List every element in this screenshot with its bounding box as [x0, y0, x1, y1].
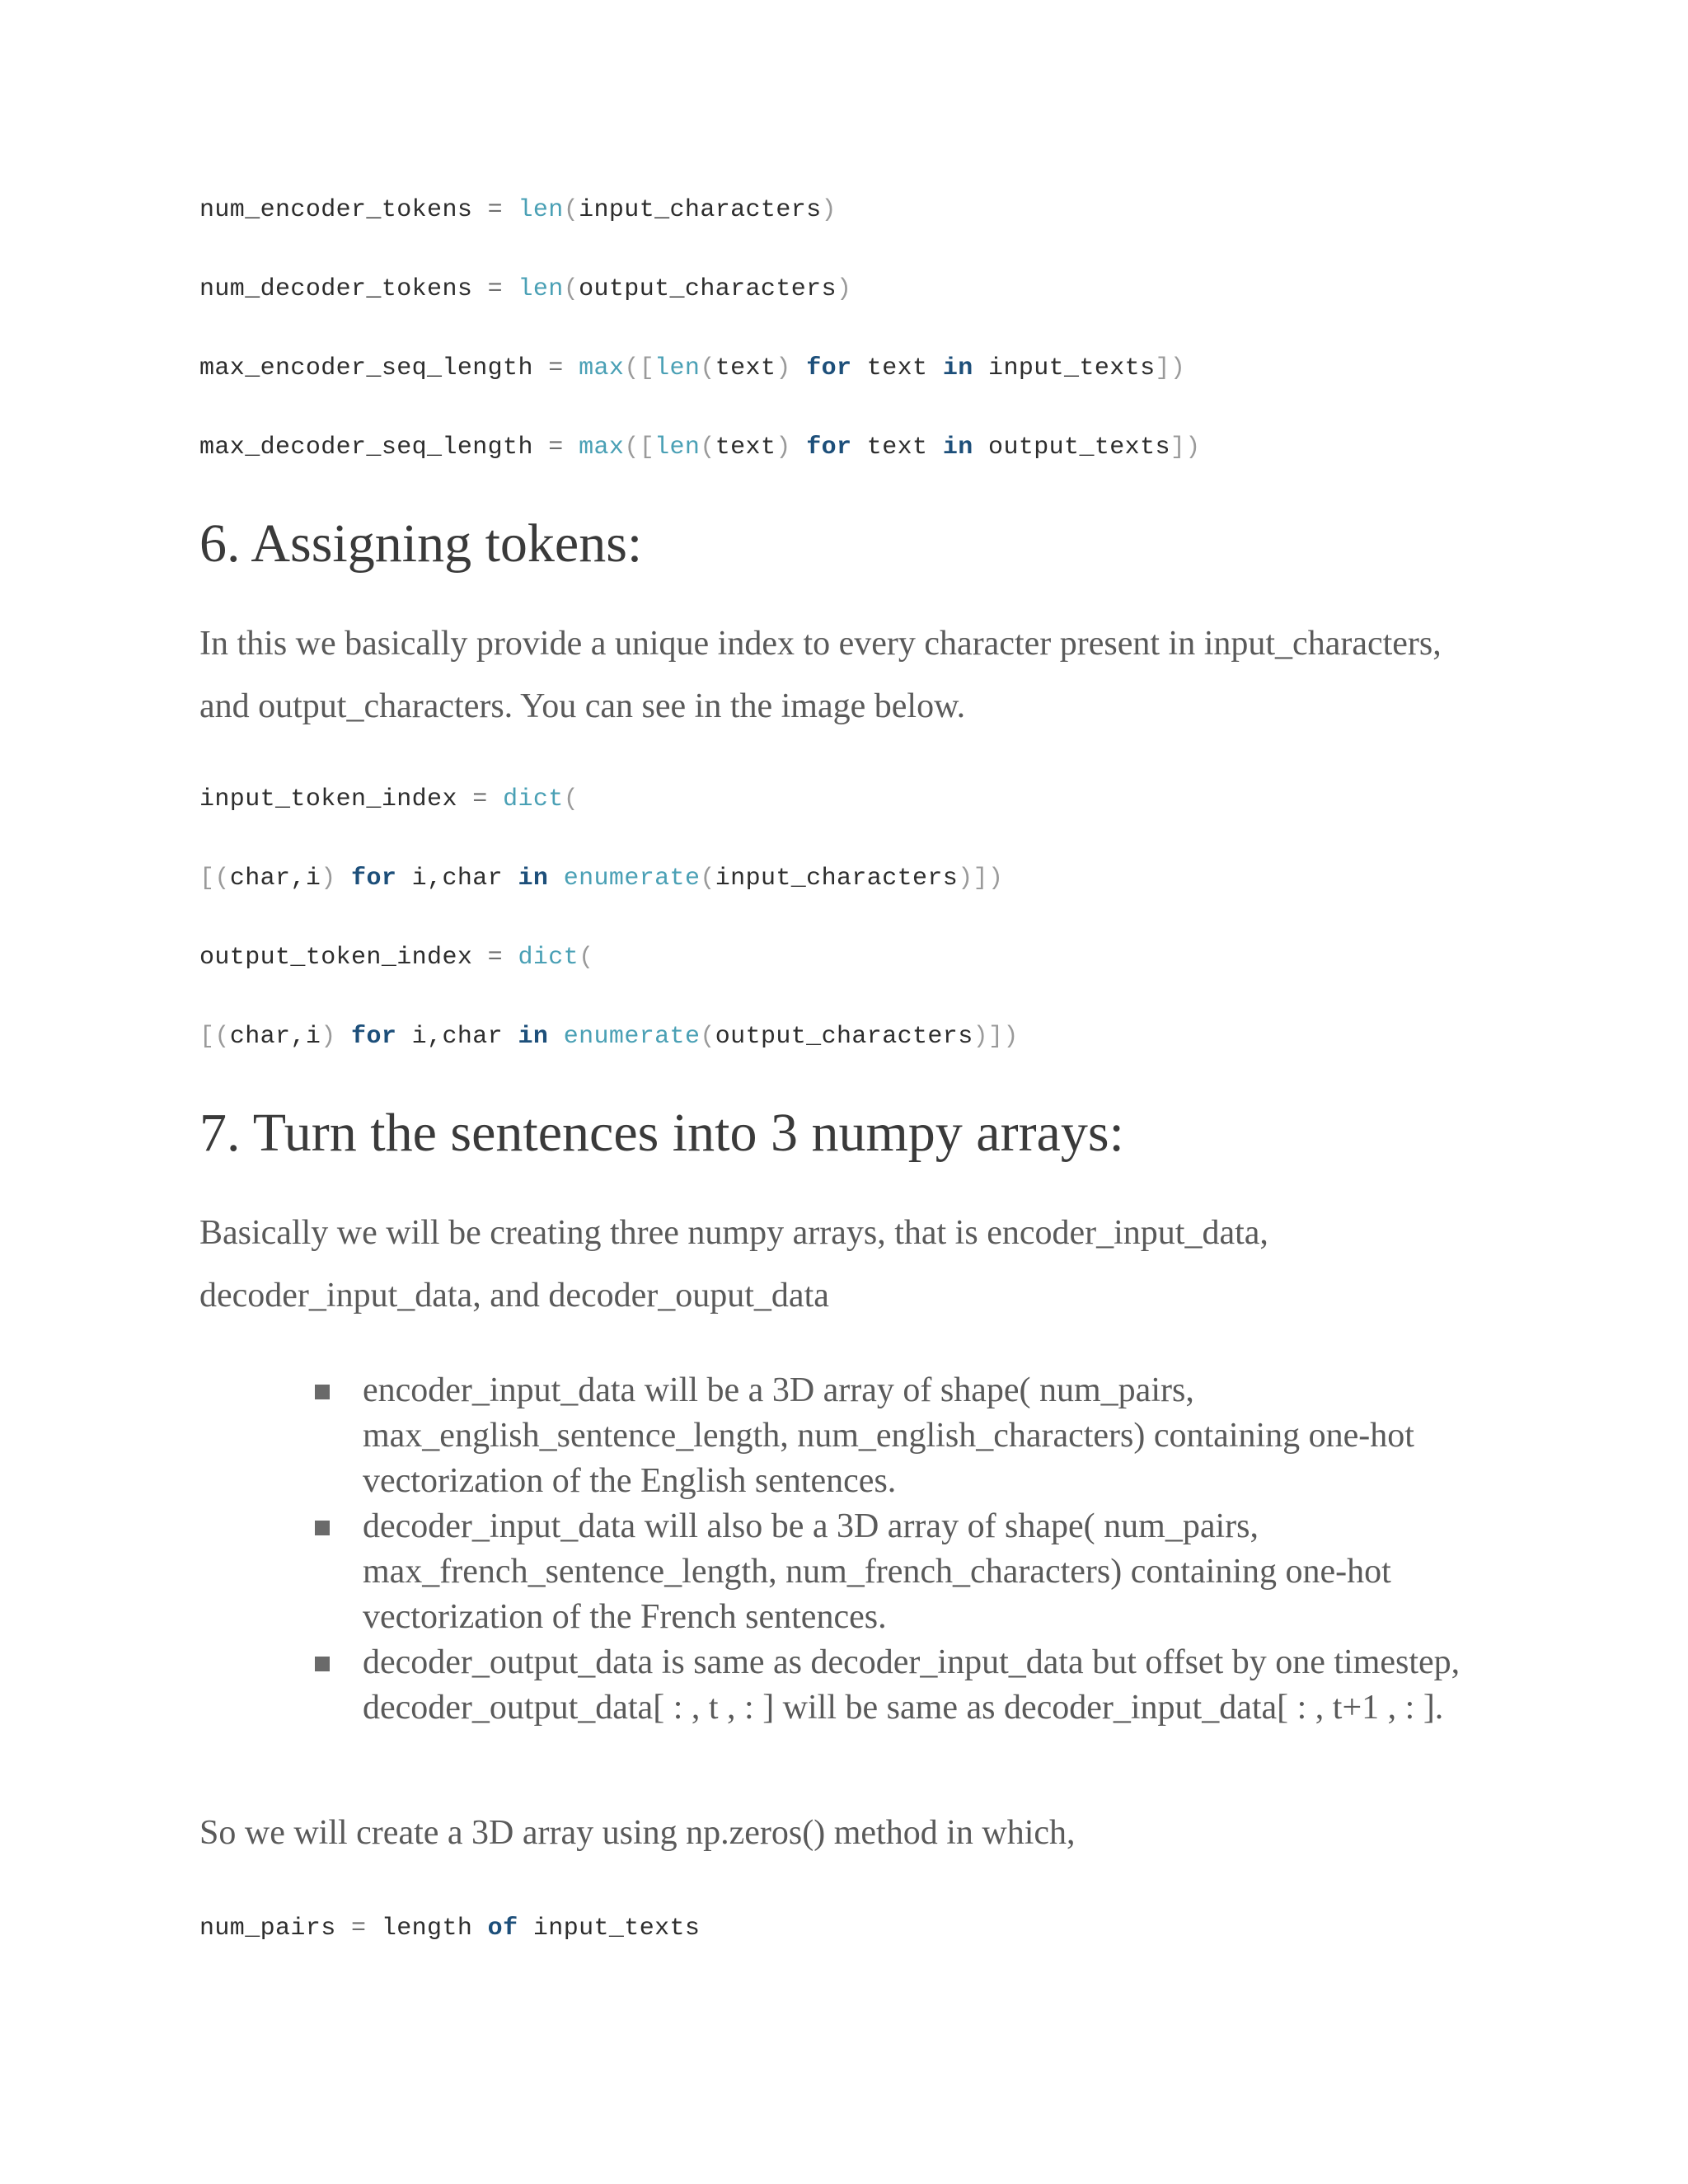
bullet-text: decoder_input_data will also be a 3D array of shape( num_pairs, max_french_sentence_length, num_french_characters) containing one-hot vectorization of the French sentences.: [363, 1507, 1391, 1636]
code-operator: =: [487, 944, 504, 972]
code-text: char,i: [229, 1023, 321, 1051]
code-function: len: [518, 275, 564, 303]
code-punctuation: ): [776, 354, 791, 382]
code-keyword: in: [942, 434, 973, 462]
code-punctuation: ): [821, 196, 837, 224]
closing-paragraph: So we will create a 3D array using np.zeros() method in which,: [199, 1814, 1076, 1852]
code-line: [199, 1914, 700, 1943]
code-text: output_token_index: [199, 944, 488, 972]
code-function: len: [654, 434, 701, 462]
code-text: text: [851, 354, 943, 382]
code-text: [548, 865, 563, 893]
code-text: [503, 275, 518, 303]
code-text: input_characters: [579, 196, 822, 224]
code-keyword: for: [351, 1023, 397, 1051]
code-punctuation: ([: [624, 354, 655, 382]
bullet-text: decoder_output_data is same as decoder_input_data but offset by one timestep, decoder_output_data[ : , t , : ] will be same as decoder_input_data[ : , t+1 , : ].: [363, 1643, 1461, 1727]
code-punctuation: (: [563, 785, 579, 813]
code-text: [336, 1023, 351, 1051]
code-punctuation: )]): [973, 1023, 1019, 1051]
code-punctuation: (: [700, 865, 715, 893]
code-punctuation: (: [700, 354, 715, 382]
code-operator: =: [487, 196, 504, 224]
code-text: text: [715, 434, 776, 462]
square-bullet-icon: [315, 1385, 330, 1399]
code-text: text: [851, 434, 943, 462]
code-text: num_pairs: [199, 1915, 352, 1943]
code-operator: =: [548, 354, 564, 382]
code-function: dict: [503, 785, 564, 813]
code-keyword: for: [351, 865, 397, 893]
code-punctuation: ): [321, 865, 336, 893]
code-text: [564, 354, 579, 382]
code-keyword: in: [518, 865, 549, 893]
section-paragraph: Basically we will be creating three numpy arrays, that is encoder_input_data, decoder_input_data, and decoder_ouput_data: [199, 1214, 1268, 1315]
bullet-item: [313, 1368, 1467, 1504]
code-text: length: [366, 1915, 488, 1943]
code-text: i,char: [396, 865, 518, 893]
code-punctuation: ): [321, 1023, 336, 1051]
code-line: [199, 274, 851, 304]
bullet-list: [313, 1368, 1467, 1731]
code-text: [564, 434, 579, 462]
code-punctuation: )]): [958, 865, 1004, 893]
code-function: max: [579, 434, 625, 462]
code-text: output_characters: [715, 1023, 973, 1051]
code-line: [199, 943, 594, 972]
code-line: [199, 433, 1201, 462]
code-punctuation: ): [776, 434, 791, 462]
code-operator: =: [472, 785, 488, 813]
code-keyword: in: [518, 1023, 549, 1051]
code-text: output_texts: [973, 434, 1170, 462]
code-punctuation: (: [700, 1023, 715, 1051]
code-line: [199, 864, 1003, 893]
code-line: [199, 1022, 1019, 1052]
code-function: max: [579, 354, 625, 382]
code-function: dict: [518, 944, 579, 972]
code-punctuation: (: [563, 196, 579, 224]
code-text: text: [715, 354, 776, 382]
code-text: [791, 354, 806, 382]
code-text: [488, 785, 503, 813]
code-text: output_characters: [579, 275, 837, 303]
code-line: [199, 195, 837, 225]
code-text: max_encoder_seq_length: [199, 354, 549, 382]
section-heading: 6. Assigning tokens:: [199, 513, 643, 574]
code-punctuation: ]): [1155, 354, 1186, 382]
square-bullet-icon: [315, 1657, 330, 1671]
code-punctuation: (: [579, 944, 594, 972]
section-heading: 7. Turn the sentences into 3 numpy arrays:: [199, 1103, 1124, 1163]
code-text: input_characters: [715, 865, 959, 893]
code-text: num_encoder_tokens: [199, 196, 488, 224]
code-text: num_decoder_tokens: [199, 275, 488, 303]
code-punctuation: (: [563, 275, 579, 303]
bullet-item: [313, 1504, 1467, 1640]
square-bullet-icon: [315, 1521, 330, 1535]
code-operator: =: [351, 1915, 367, 1943]
code-punctuation: [(: [199, 1023, 230, 1051]
code-punctuation: ([: [624, 434, 655, 462]
code-operator: =: [487, 275, 504, 303]
code-text: char,i: [229, 865, 321, 893]
code-punctuation: (: [700, 434, 715, 462]
code-text: [791, 434, 806, 462]
code-function: enumerate: [563, 1023, 701, 1051]
code-punctuation: [(: [199, 865, 230, 893]
code-text: [503, 944, 518, 972]
bullet-text: encoder_input_data will be a 3D array of shape( num_pairs, max_english_sentence_length, num_english_characters) containing one-hot vectorization of the English sentences.: [363, 1371, 1414, 1500]
code-function: len: [654, 354, 701, 382]
code-punctuation: ]): [1170, 434, 1201, 462]
code-punctuation: ): [836, 275, 852, 303]
code-operator: =: [548, 434, 564, 462]
code-keyword: for: [806, 354, 852, 382]
bullet-item: [313, 1640, 1467, 1731]
code-text: max_decoder_seq_length: [199, 434, 549, 462]
code-text: [548, 1023, 563, 1051]
code-keyword: for: [806, 434, 852, 462]
code-line: [199, 354, 1185, 383]
code-text: input_token_index: [199, 785, 473, 813]
code-text: input_texts: [973, 354, 1156, 382]
code-function: len: [518, 196, 564, 224]
code-text: [336, 865, 351, 893]
code-text: [503, 196, 518, 224]
section-paragraph: In this we basically provide a unique index to every character present in input_characters, and output_characters. You can see in the image below.: [199, 625, 1442, 725]
code-text: input_texts: [518, 1915, 701, 1943]
code-line: [199, 785, 579, 814]
code-keyword: of: [487, 1915, 518, 1943]
code-function: enumerate: [563, 865, 701, 893]
code-keyword: in: [942, 354, 973, 382]
code-text: i,char: [396, 1023, 518, 1051]
